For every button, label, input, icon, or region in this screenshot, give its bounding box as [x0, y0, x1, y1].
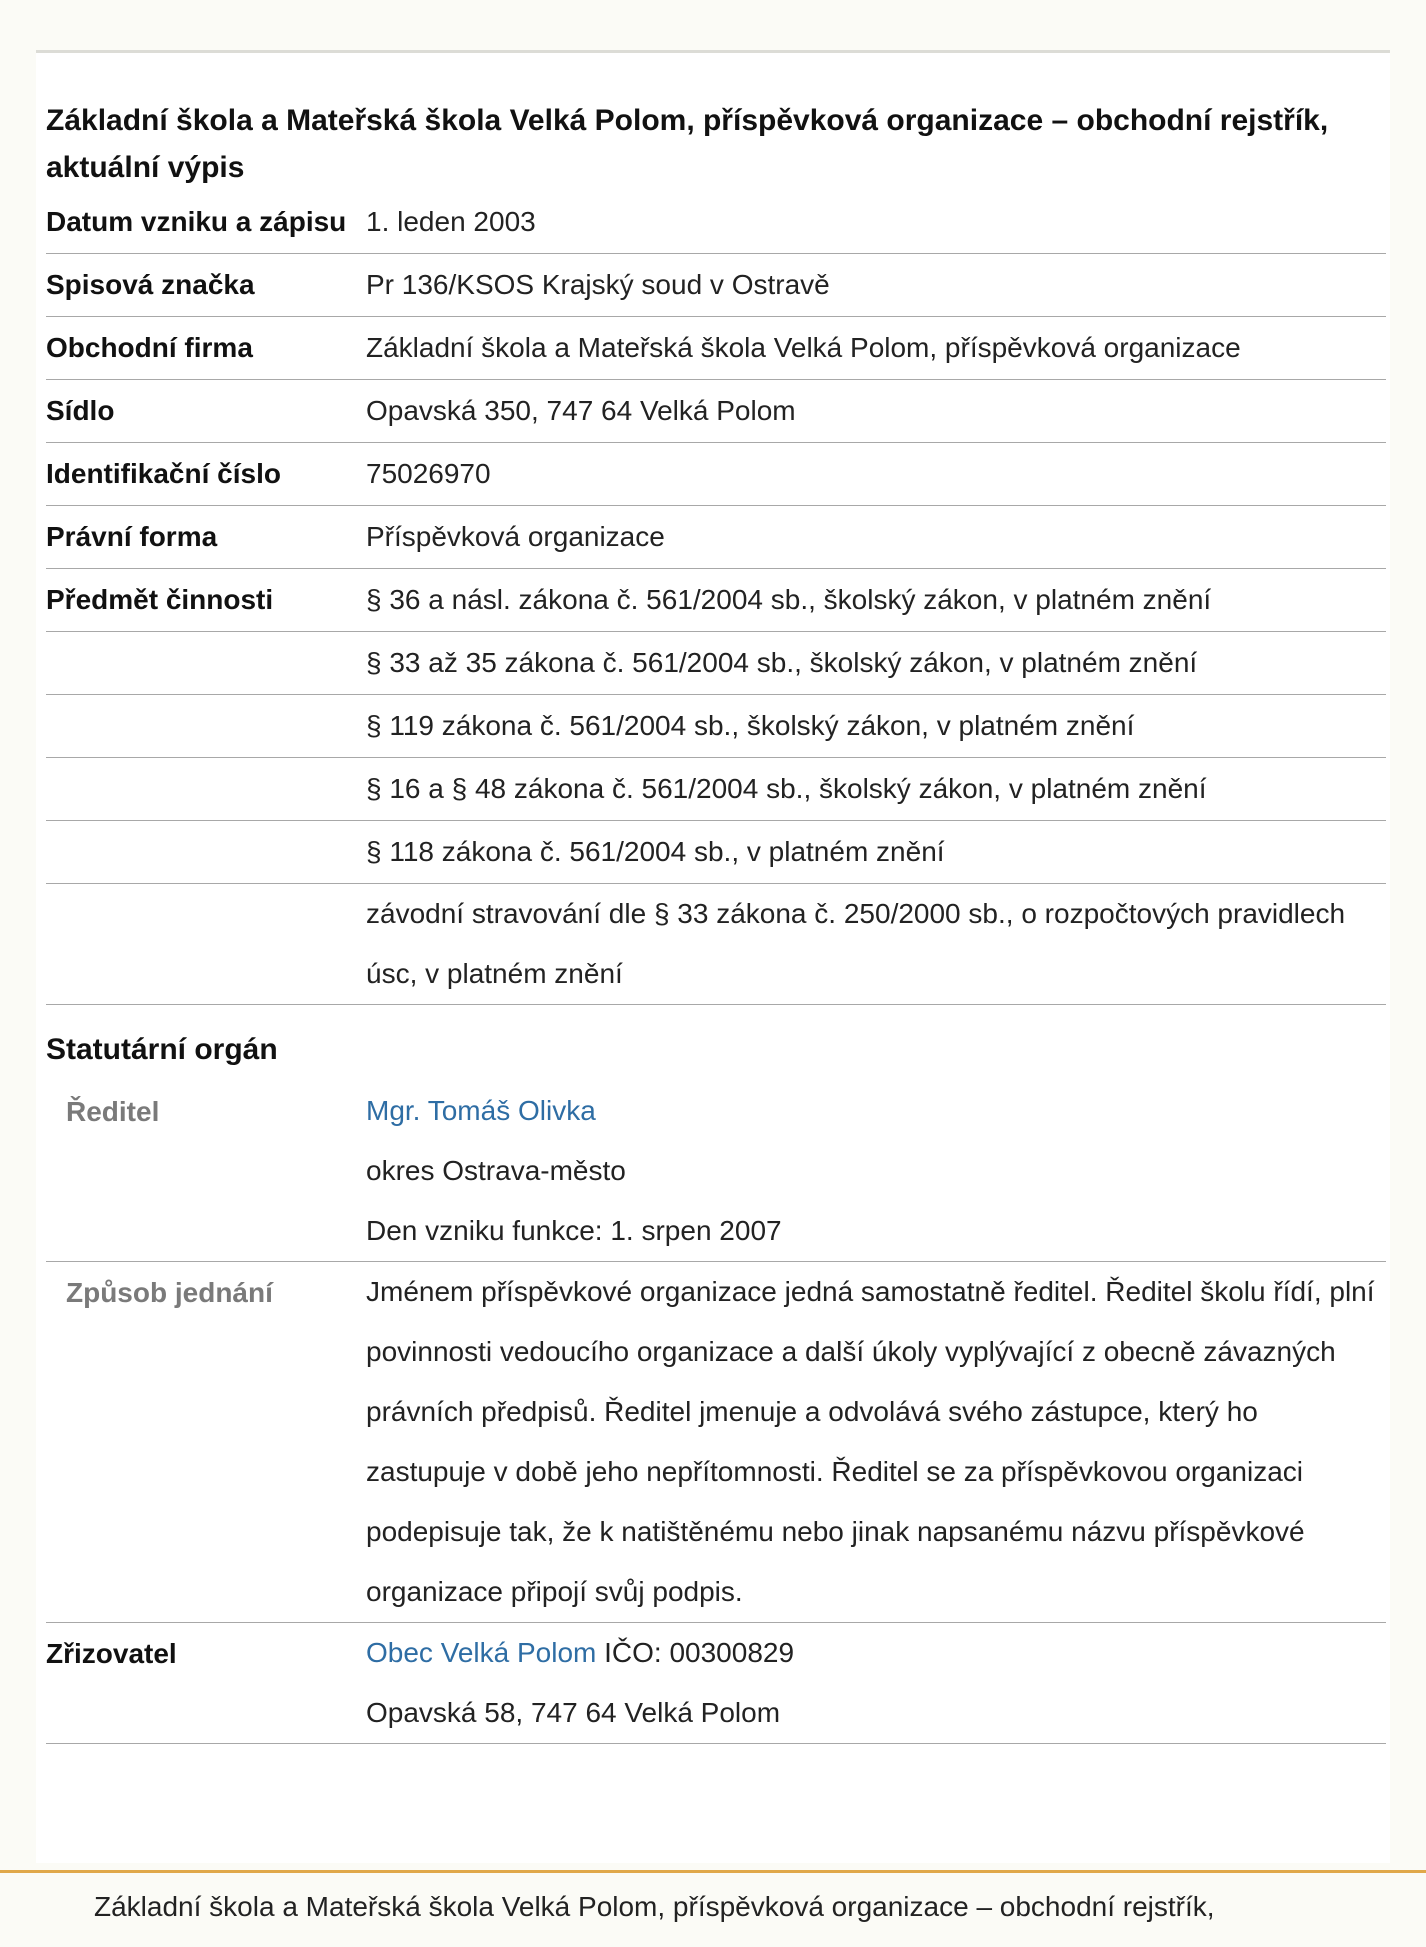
label-spisova-znacka: Spisová značka: [46, 269, 255, 300]
footer-text: Základní škola a Mateřská škola Velká Polom, příspěvková organizace – obchodní rejstřík,: [94, 1891, 1215, 1922]
value-spisova-znacka: Pr 136/KSOS Krajský soud v Ostravě: [366, 269, 830, 300]
label-pravni-forma: Právní forma: [46, 521, 218, 552]
row-predmet-cinnosti-2: [46, 632, 1386, 695]
label-identifikacni-cislo: Identifikační číslo: [46, 458, 281, 489]
row-predmet-cinnosti-1: [46, 569, 1386, 632]
row-spisova-znacka: [46, 254, 1386, 317]
predmet-item: § 16 a § 48 zákona č. 561/2004 sb., školský zákon, v platném znění: [366, 773, 1207, 804]
value-datum-vzniku: 1. leden 2003: [366, 206, 536, 237]
row-predmet-cinnosti-6: [46, 884, 1386, 1005]
predmet-item: § 119 zákona č. 561/2004 sb., školský zákon, v platném znění: [366, 710, 1135, 741]
label-obchodni-firma: Obchodní firma: [46, 332, 253, 363]
row-pravni-forma: [46, 506, 1386, 569]
label-datum-vzniku: Datum vzniku a zápisu: [46, 206, 347, 237]
label-reditel: Ředitel: [66, 1096, 160, 1127]
register-content: [46, 97, 1386, 1744]
row-obchodni-firma: [46, 317, 1386, 380]
footer-bar: [0, 1870, 1426, 1947]
reditel-district: okres Ostrava-město: [366, 1155, 626, 1186]
zrizovatel-address: Opavská 58, 747 64 Velká Polom: [366, 1697, 781, 1728]
row-sidlo: [46, 380, 1386, 443]
reditel-name-link[interactable]: Mgr. Tomáš Olivka: [366, 1095, 596, 1126]
predmet-item: závodní stravování dle § 33 zákona č. 250/2000 sb., o rozpočtových pravidlech úsc, v platném znění: [366, 898, 1346, 989]
value-identifikacni-cislo: 75026970: [366, 458, 491, 489]
row-zpusob-jednani: [46, 1262, 1386, 1623]
section-title-statutarni-organ: Statutární orgán: [46, 1033, 278, 1066]
row-predmet-cinnosti-4: [46, 758, 1386, 821]
label-predmet-cinnosti: Předmět činnosti: [46, 584, 274, 615]
label-zrizovatel: Zřizovatel: [46, 1638, 177, 1669]
predmet-item: § 33 až 35 zákona č. 561/2004 sb., školský zákon, v platném znění: [366, 647, 1198, 678]
zrizovatel-ico: IČO: 00300829: [604, 1637, 795, 1668]
register-card: [36, 50, 1390, 1863]
row-predmet-cinnosti-3: [46, 695, 1386, 758]
value-sidlo: Opavská 350, 747 64 Velká Polom: [366, 395, 796, 426]
value-pravni-forma: Příspěvková organizace: [366, 521, 665, 552]
reditel-since: Den vzniku funkce: 1. srpen 2007: [366, 1215, 782, 1246]
label-zpusob-jednani: Způsob jednání: [66, 1277, 273, 1308]
predmet-item: § 118 zákona č. 561/2004 sb., v platném znění: [366, 836, 945, 867]
row-reditel: [46, 1081, 1386, 1262]
row-predmet-cinnosti-5: [46, 821, 1386, 884]
row-datum-vzniku: [46, 191, 1386, 254]
page-title: Základní škola a Mateřská škola Velká Polom, příspěvková organizace – obchodní rejstřík, aktuální výpis: [46, 104, 1329, 184]
zpusob-jednani-text: Jménem příspěvkové organizace jedná samostatně ředitel. Ředitel školu řídí, plní povinnosti vedoucího organizace a další úkoly vyplývající z obecně závazných právních předpisů. Ředitel jmenuje a odvolává svého zástupce, který ho zastupuje v době jeho nepřítomnosti. Ředitel se za příspěvkovou organizaci podepisuje tak, že k natištěnému nebo jinak napsanému názvu příspěvkové organizace připojí svůj podpis.: [366, 1276, 1375, 1607]
label-sidlo: Sídlo: [46, 395, 115, 426]
value-obchodni-firma: Základní škola a Mateřská škola Velká Polom, příspěvková organizace: [366, 332, 1241, 363]
row-zrizovatel: [46, 1623, 1386, 1744]
predmet-item: § 36 a násl. zákona č. 561/2004 sb., školský zákon, v platném znění: [366, 584, 1212, 615]
row-identifikacni-cislo: [46, 443, 1386, 506]
zrizovatel-link[interactable]: Obec Velká Polom: [366, 1637, 597, 1668]
